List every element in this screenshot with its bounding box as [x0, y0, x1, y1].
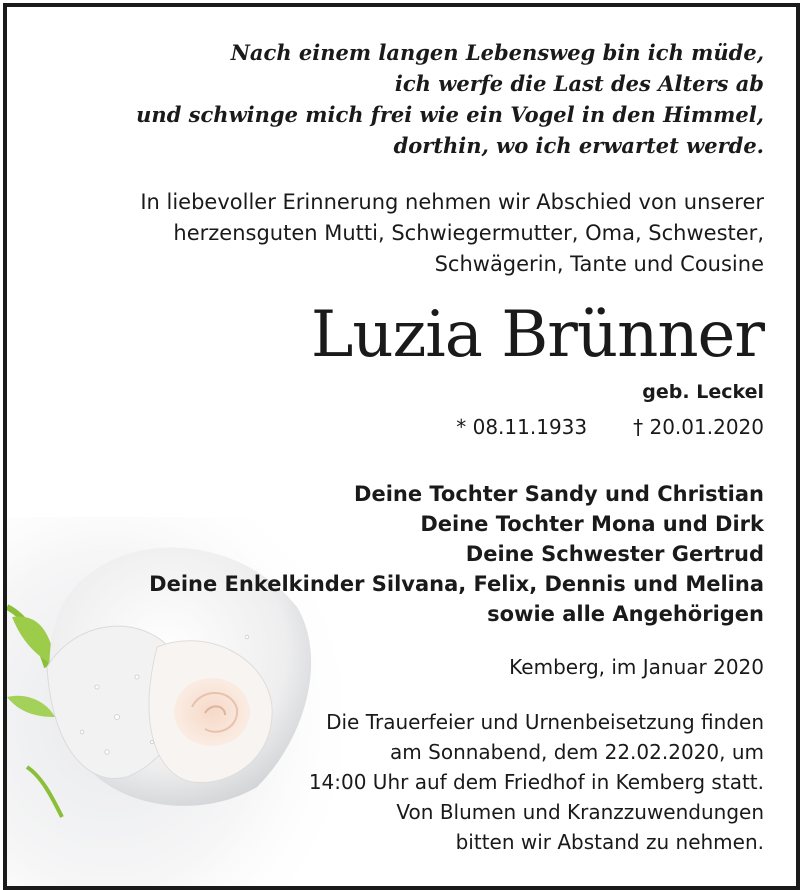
poem-line: Nach einem langen Lebensweg bin ich müde,	[230, 40, 764, 65]
intro-line: Schwägerin, Tante und Cousine	[434, 252, 764, 276]
family-line: sowie alle Angehörigen	[487, 602, 764, 626]
family-line: Deine Tochter Sandy und Christian	[354, 482, 764, 506]
poem-line: dorthin, wo ich erwartet werde.	[393, 133, 764, 158]
maiden-name: geb. Leckel	[642, 381, 764, 403]
intro-line: herzensguten Mutti, Schwiegermutter, Oma, Schwester,	[173, 221, 764, 245]
family-list	[149, 479, 764, 629]
family-line: Deine Enkelkinder Silvana, Felix, Dennis und Melina	[149, 572, 764, 596]
service-line: Von Blumen und Kranzzuwendungen	[396, 800, 764, 824]
deceased-name: Luzia Brünner	[310, 298, 764, 372]
obituary-notice	[3, 3, 800, 890]
life-dates	[456, 412, 764, 442]
service-line: am Sonnabend, dem 22.02.2020, um	[390, 740, 764, 764]
poem-line: ich werfe die Last des Alters ab	[394, 71, 764, 96]
service-line: Die Trauerfeier und Urnenbeisetzung finden	[326, 710, 764, 734]
family-line: Deine Schwester Gertrud	[465, 542, 764, 566]
service-line: 14:00 Uhr auf dem Friedhof in Kemberg statt.	[308, 770, 764, 794]
poem-line: und schwinge mich frei wie ein Vogel in den Himmel,	[136, 102, 764, 127]
service-line: bitten wir Abstand zu nehmen.	[455, 830, 764, 854]
poem	[136, 37, 764, 161]
death-date: † 20.01.2020	[633, 415, 764, 439]
family-line: Deine Tochter Mona und Dirk	[420, 512, 764, 536]
service-info	[309, 707, 764, 857]
intro-text	[140, 187, 764, 280]
intro-line: In liebevoller Erinnerung nehmen wir Abschied von unserer	[140, 190, 764, 214]
place-date: Kemberg, im Januar 2020	[509, 655, 764, 679]
birth-date: * 08.11.1933	[456, 415, 588, 439]
